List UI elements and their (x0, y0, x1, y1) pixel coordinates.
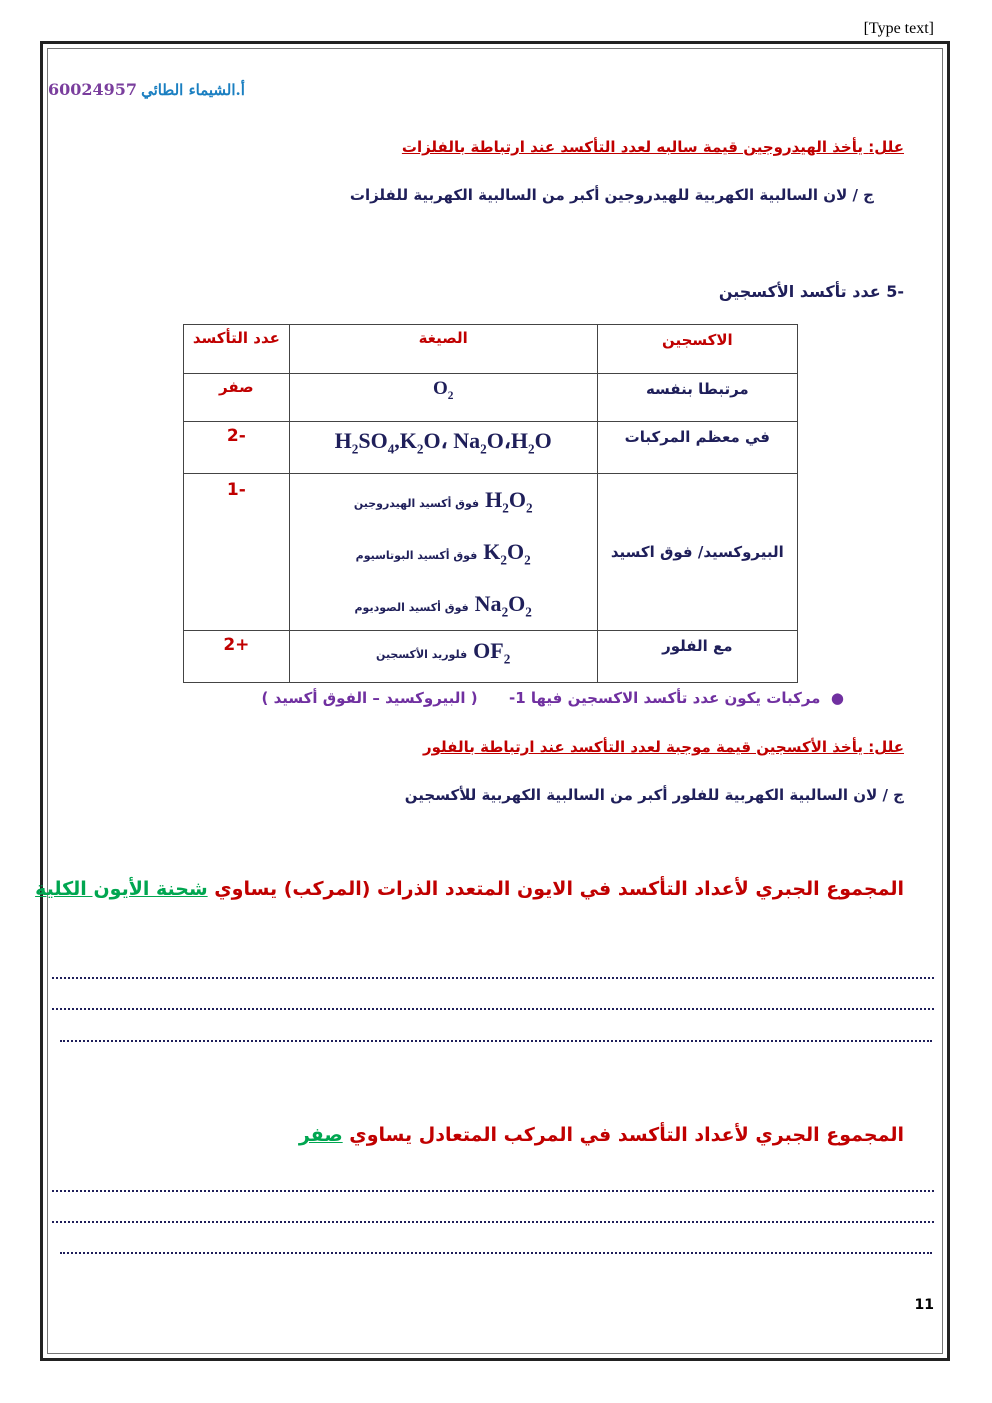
row2-formula: $H_2SO_4,K_2O،$ $Na_2O،H_2O$ (289, 422, 597, 474)
rule-highlight: شحنة الأيون الكلية (35, 878, 208, 900)
header-formula: الصيغة (289, 325, 597, 374)
row2-oxygen: في معظم المركبات (597, 422, 797, 474)
question-prefix: علل: (868, 138, 904, 156)
section-5-title: -5 عدد تأكسد الأكسجين (718, 282, 904, 301)
row4-formula: $OF_2فلوريد$ الأكسجين (289, 631, 597, 683)
dotted-line (52, 977, 934, 979)
page-number: 11 (914, 1297, 934, 1313)
row3-oxygen: البيروكسيد/ فوق اكسيد (597, 474, 797, 631)
table-row (184, 422, 798, 474)
question-prefix: علل: (868, 738, 904, 756)
row1-oxygen: مرتبطا بنفسه (597, 374, 797, 422)
author-logo (48, 80, 245, 99)
peroxide-item: $Na_2O_2فوق$ أكسيد الصوديوم (354, 591, 532, 620)
peroxide-bullet (262, 689, 844, 707)
peroxide-item: $K_2O_2فوق$ أكسيد البوتاسيوم (355, 539, 531, 568)
question-text: يأخذ الأكسجين قيمة موجبة لعدد التأكسد عند ارتباطة بالفلور (423, 738, 869, 756)
bullet-icon: ● (830, 689, 844, 707)
answer-oxygen: ج / لان السالبية الكهربية للفلور أكبر من السالبية الكهربية للأكسجين (404, 786, 904, 804)
rule-text: المجموع الجبري لأعداد التأكسد في الايون المتعدد الذرات (المركب) يساوي (207, 878, 904, 900)
header-oxygen: الاكسجين (597, 325, 797, 374)
bullet-paren: ( البيروكسيد – الفوق أكسيد ) (261, 689, 478, 707)
bullet-text: مركبات يكون عدد تأكسد الاكسجين فيها 1- (508, 689, 821, 707)
dotted-line (52, 1190, 934, 1192)
table-row (184, 374, 798, 422)
page-header: [Type text] (863, 20, 934, 37)
author-phone: 60024957 (48, 80, 138, 99)
header-oxidation-number: عدد التأكسد (184, 325, 290, 374)
table-row (184, 474, 798, 631)
dotted-line (60, 1040, 932, 1042)
row1-formula: $O_2$ (289, 374, 597, 422)
dotted-line (60, 1252, 932, 1254)
row3-formulas (289, 474, 597, 631)
table-header-row (184, 325, 798, 374)
peroxide-item: $H_2O_2فوق$ أكسيد الهيدروجين (353, 487, 533, 516)
dotted-line (52, 1221, 934, 1223)
rule-polyatomic-ion (35, 878, 904, 900)
dotted-line (52, 1008, 934, 1010)
row4-oxidation-number: +2 (184, 631, 290, 683)
oxygen-oxidation-table (183, 324, 798, 683)
answer-hydrogen: ج / لان السالبية الكهربية للهيدروجين أكبر من السالبية الكهربية للفلزات (349, 186, 874, 204)
question-oxygen (423, 738, 904, 756)
table-row (184, 631, 798, 683)
question-hydrogen (402, 138, 904, 156)
row2-oxidation-number: -2 (184, 422, 290, 474)
row1-oxidation-number: صفر (184, 374, 290, 422)
rule-neutral-compound (299, 1124, 904, 1146)
question-text: يأخذ الهيدروجين قيمة سالبه لعدد التأكسد عند ارتباطة بالفلزات (401, 138, 869, 156)
rule-text: المجموع الجبري لأعداد التأكسد في المركب المتعادل يساوي (342, 1124, 904, 1146)
rule-highlight: صفر (298, 1124, 343, 1146)
row4-oxygen: مع الفلور (597, 631, 797, 683)
row3-oxidation-number: -1 (184, 474, 290, 631)
author-name: أ.الشيماء الطائي (141, 81, 245, 99)
